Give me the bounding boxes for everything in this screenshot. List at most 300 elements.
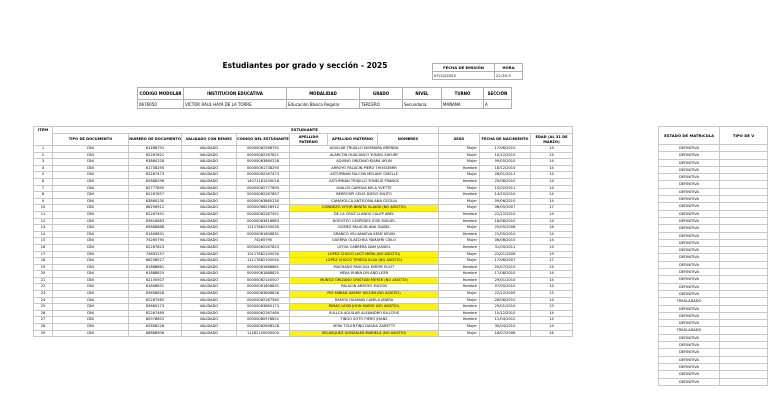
estado-cell: DEFINITIVA	[659, 159, 720, 166]
cell-nombre: GUERRA OLAECHEA YAMAYRI CIELO	[290, 238, 439, 245]
cell-fecha: 11/04/2010	[480, 317, 531, 324]
table-row	[34, 211, 573, 218]
tipo-v-cell	[720, 305, 768, 312]
cell-fecha: 06/05/2007	[480, 205, 531, 212]
cell-item: 20	[34, 271, 53, 278]
tipo-v-cell	[720, 152, 768, 159]
num-doc-header: NÚMERO DE DOCUMENTO	[129, 134, 182, 146]
enrollment-row	[659, 261, 768, 268]
cell-val: VALIDADO	[182, 271, 237, 278]
estado-cell: DEFINITIVA	[659, 188, 720, 195]
table-row	[34, 172, 573, 179]
cell-item: 14	[34, 231, 53, 238]
cell-num: 63616683	[129, 218, 182, 225]
cell-edad: 14	[531, 172, 573, 179]
cell-tipo: DNI	[53, 146, 129, 153]
tipo-v-cell	[720, 349, 768, 356]
class-info-table	[137, 87, 512, 109]
estado-cell: DEFINITIVA	[659, 239, 720, 246]
cell-cod: 00000062267565	[237, 297, 290, 304]
estado-cell: TRASLADADO	[659, 298, 720, 305]
cell-edad: 14	[531, 159, 573, 166]
cell-sexo: Mujer	[439, 258, 480, 265]
cell-edad: 14	[531, 185, 573, 192]
cell-nombre: VELASQUEZ GONZALES MARIELA (NO ASISTIO)	[290, 330, 439, 337]
cell-val: VALIDADO	[182, 165, 237, 172]
cell-nombre: DE LA CRUZ LLANOS CALEP ABEL	[290, 211, 439, 218]
cell-fecha: 21/05/2010	[480, 231, 531, 238]
cell-nombre: DOROTEO CESPEDES JOSE MIGUEL	[290, 218, 439, 225]
cell-edad: 16	[531, 330, 573, 337]
tipo-v-cell	[720, 232, 768, 239]
cell-sexo: Mujer	[439, 238, 480, 245]
info-value-5: MAÑANA	[442, 100, 484, 109]
info-header-5: TURNO	[442, 88, 484, 100]
tipo-v-cell	[720, 290, 768, 297]
cell-fecha: 14/10/2010	[480, 192, 531, 199]
enrollment-row	[659, 305, 768, 312]
cell-num: 61738290	[129, 165, 182, 172]
cell-cod: 00000063860173	[237, 304, 290, 311]
cell-val: VALIDADO	[182, 264, 237, 271]
cell-num: 63860228	[129, 159, 182, 166]
cell-fecha: 29/01/2010	[480, 277, 531, 284]
cell-num: 65888888	[129, 225, 182, 232]
tipo-v-cell	[720, 269, 768, 276]
tipo-v-cell	[720, 159, 768, 166]
cell-item: 25	[34, 304, 53, 311]
cell-sexo: Mujer	[439, 330, 480, 337]
estado-cell: DEFINITIVA	[659, 320, 720, 327]
table-row	[34, 165, 573, 172]
cell-item: 16	[34, 244, 53, 251]
cell-cod: 11282100090000	[237, 330, 290, 337]
cell-cod: 00000063860228	[237, 159, 290, 166]
cell-fecha: 07/05/2010	[480, 284, 531, 291]
cell-fecha: 28/08/2010	[480, 297, 531, 304]
estado-cell: DEFINITIVA	[659, 174, 720, 181]
cell-sexo: Mujer	[439, 297, 480, 304]
table-row	[34, 324, 573, 331]
cell-item: 26	[34, 310, 53, 317]
enrollment-row	[659, 217, 768, 224]
cell-num: 63860230	[129, 198, 182, 205]
emission-time: 22:35:3	[495, 72, 523, 80]
cell-num: 62888296	[129, 178, 182, 185]
cell-num: 74892257	[129, 251, 182, 258]
cell-cod: 00000062777895	[237, 185, 290, 192]
cell-val: VALIDADO	[182, 258, 237, 265]
cell-edad: 17	[531, 205, 573, 212]
cell-val: VALIDADO	[182, 152, 237, 159]
cell-edad: 14	[531, 146, 573, 153]
cell-num: 62267491	[129, 211, 182, 218]
cell-nombre: SULLCA AGUILAR ALEJANDRO BILLCRIS	[290, 310, 439, 317]
info-header-4: NIVEL	[403, 88, 442, 100]
enrollment-row	[659, 371, 768, 378]
cell-nombre: CAMAYOLCA ANTICONA ANA CECILIA	[290, 198, 439, 205]
info-header-3: GRADO	[360, 88, 403, 100]
tipo-v-cell	[720, 312, 768, 319]
cell-val: VALIDADO	[182, 297, 237, 304]
cell-item: 5	[34, 172, 53, 179]
cell-edad: 16	[531, 225, 573, 232]
cell-nombre: LOPEZ CHUCO LUCY MIRIA (NO ASISTIO)	[290, 251, 439, 258]
estado-cell: DEFINITIVA	[659, 232, 720, 239]
cell-item: 12	[34, 218, 53, 225]
cell-nombre: PIO FABIAN AXEMY YACUMI (NO ASISTIO)	[290, 291, 439, 298]
enrollment-row	[659, 298, 768, 305]
cell-sexo: Mujer	[439, 198, 480, 205]
table-row	[34, 159, 573, 166]
table-row	[34, 185, 573, 192]
cell-fecha: 17/06/2007	[480, 258, 531, 265]
enrollment-row	[659, 334, 768, 341]
cell-item: 3	[34, 159, 53, 166]
cell-num: 63860173	[129, 304, 182, 311]
cell-sexo: Mujer	[439, 152, 480, 159]
cell-val: VALIDADO	[182, 277, 237, 284]
cell-val: VALIDADO	[182, 159, 237, 166]
cell-sexo: Hombre	[439, 277, 480, 284]
cell-nombre: AGUILAR TRUJILLO NOEMARA BRENDA	[290, 146, 439, 153]
table-row	[34, 192, 573, 199]
info-header-2: MODALIDAD	[287, 88, 360, 100]
table-row	[34, 277, 573, 284]
cell-cod: 00000080978852	[237, 317, 290, 324]
nombres-header: NOMBRES	[378, 134, 439, 146]
cell-edad: 14	[531, 211, 573, 218]
cell-item: 29	[34, 330, 53, 337]
cell-cod: 00000066256912	[237, 205, 290, 212]
cell-fecha: 22/12/2010	[480, 211, 531, 218]
info-header-0: CÓDIGO MODULAR	[138, 88, 184, 100]
cell-tipo: DNI	[53, 152, 129, 159]
cell-fecha: 17/08/2010	[480, 271, 531, 278]
estado-cell: DEFINITIVA	[659, 349, 720, 356]
cell-nombre: RIMAC LEON JHON MARIO (NO ASISTIO)	[290, 304, 439, 311]
cell-cod: 00000062267857	[237, 192, 290, 199]
enrollment-row	[659, 152, 768, 159]
estado-cell: DEFINITIVA	[659, 305, 720, 312]
table-row	[34, 238, 573, 245]
cell-edad: 14	[531, 218, 573, 225]
edad-header: EDAD (AL 31 DE MARZO)	[531, 134, 573, 146]
estado-matricula-header: ESTADO DE MATRICULA	[659, 127, 720, 145]
enrollment-row	[659, 320, 768, 327]
codigo-header: CÓDIGO DEL ESTUDIANTE	[237, 134, 290, 146]
fecha-header: FECHA DE NACIMIENTO	[480, 134, 531, 146]
cell-cod: 14071181200018	[237, 178, 290, 185]
enrollment-row	[659, 327, 768, 334]
cell-edad: 14	[531, 192, 573, 199]
cell-fecha: 10/12/2010	[480, 152, 531, 159]
enrollment-row	[659, 210, 768, 217]
enrollment-row	[659, 232, 768, 239]
cell-item: 24	[34, 297, 53, 304]
enrollment-row	[659, 290, 768, 297]
cell-nombre: ARROYO PALACIN PIERO THOSSEMIR	[290, 165, 439, 172]
tipo-v-cell	[720, 298, 768, 305]
cell-num: 68888906	[129, 330, 182, 337]
enrollment-row	[659, 269, 768, 276]
cell-nombre: MUÑOZ ORIZANO CRISTIAN MEYER (NO ASISTIO)	[290, 277, 439, 284]
table-row	[34, 304, 573, 311]
table-row	[34, 317, 573, 324]
enrollment-row	[659, 378, 768, 385]
cell-item: 10	[34, 205, 53, 212]
cell-tipo: DNI	[53, 244, 129, 251]
estado-cell: DEFINITIVA	[659, 312, 720, 319]
cell-fecha: 29/01/2010	[480, 304, 531, 311]
cell-item: 17	[34, 251, 53, 258]
cell-val: VALIDADO	[182, 198, 237, 205]
cell-cod: 00000061738290	[237, 165, 290, 172]
cell-cod: 11117882100040	[237, 258, 290, 265]
cell-num: 62267821	[129, 152, 182, 159]
estado-cell: DEFINITIVA	[659, 334, 720, 341]
cell-item: 6	[34, 178, 53, 185]
cell-tipo: DNI	[53, 258, 129, 265]
cell-nombre: TINGO SOTO PIERO JHANS	[290, 317, 439, 324]
cell-fecha: 18/08/2010	[480, 218, 531, 225]
cell-item: 2	[34, 152, 53, 159]
cell-nombre: ASTUPIÑAN FALCON MELANY GISELLE	[290, 172, 439, 179]
enrollment-row	[659, 276, 768, 283]
cell-tipo: DNI	[53, 310, 129, 317]
cell-sexo: Mujer	[439, 324, 480, 331]
cell-val: VALIDADO	[182, 225, 237, 232]
cell-cod: 00000062898228	[237, 324, 290, 331]
cell-nombre: CONDEZO VITOR BENITA GLADIS (NO ASISTIO)	[290, 205, 439, 212]
apellido-materno-header: APELLIDO MATERNO	[328, 134, 378, 146]
enrollment-row	[659, 225, 768, 232]
cell-edad: 14	[531, 152, 573, 159]
info-value-6: A	[484, 100, 512, 109]
cell-cod: 00000061606831	[237, 231, 290, 238]
tipo-doc-header: TIPO DE DOCUMENTO	[53, 134, 129, 146]
cell-edad: 14	[531, 231, 573, 238]
table-row	[34, 284, 573, 291]
cell-tipo: DNI	[53, 238, 129, 245]
info-value-0: 0676050	[138, 100, 184, 109]
cell-item: 28	[34, 324, 53, 331]
cell-nombre: GOMEZ PALACIN ANA ISABEL	[290, 225, 439, 232]
estado-cell: TRASLADADO	[659, 327, 720, 334]
enrollment-table	[658, 126, 768, 386]
estado-cell: DEFINITIVA	[659, 276, 720, 283]
cell-item: 8	[34, 192, 53, 199]
cell-tipo: DNI	[53, 185, 129, 192]
cell-val: VALIDADO	[182, 205, 237, 212]
cell-nombre: AVALOS CARHUA KELA YVETTE	[290, 185, 439, 192]
cell-cod: 00000062267491	[237, 211, 290, 218]
estado-cell: DEFINITIVA	[659, 225, 720, 232]
cell-cod: 00000062267473	[237, 172, 290, 179]
cell-item: 1	[34, 146, 53, 153]
emission-time-label: HORA	[495, 64, 523, 72]
cell-fecha: 25/05/2008	[480, 225, 531, 232]
table-row	[34, 244, 573, 251]
cell-fecha: 15/02/2011	[480, 185, 531, 192]
cell-val: VALIDADO	[182, 244, 237, 251]
cell-tipo: DNI	[53, 192, 129, 199]
cell-tipo: DNI	[53, 284, 129, 291]
cell-edad: 17	[531, 258, 573, 265]
enrollment-row	[659, 239, 768, 246]
enrollment-row	[659, 188, 768, 195]
enrollment-row	[659, 166, 768, 173]
reniec-header: VALIDADO CON RENIEC	[182, 134, 237, 146]
cell-item: 27	[34, 317, 53, 324]
cell-sexo: Hombre	[439, 264, 480, 271]
table-row	[34, 251, 573, 258]
cell-val: VALIDADO	[182, 178, 237, 185]
cell-num: 74265790	[129, 238, 182, 245]
cell-num: 62267823	[129, 244, 182, 251]
cell-fecha: 10/12/2010	[480, 310, 531, 317]
cell-num: 61888825	[129, 271, 182, 278]
cell-val: VALIDADO	[182, 324, 237, 331]
enrollment-row	[659, 174, 768, 181]
enrollment-row	[659, 145, 768, 152]
tipo-v-cell	[720, 188, 768, 195]
cell-num: 61606831	[129, 284, 182, 291]
info-value-4: Secundaria	[403, 100, 442, 109]
cell-val: VALIDADO	[182, 330, 237, 337]
tipo-v-cell	[720, 276, 768, 283]
tipo-v-cell	[720, 181, 768, 188]
cell-edad: 14	[531, 317, 573, 324]
tipo-v-cell	[720, 247, 768, 254]
cell-nombre: LEYVA CABRERA DAM JASSIEL	[290, 244, 439, 251]
tipo-v-cell	[720, 342, 768, 349]
cell-num: 62150507	[129, 277, 182, 284]
enrollment-row	[659, 254, 768, 261]
cell-num: 66258527	[129, 258, 182, 265]
tipo-v-cell	[720, 320, 768, 327]
cell-cod: 00000062267821	[237, 152, 290, 159]
cell-fecha: 20/07/2010	[480, 264, 531, 271]
report-title: Estudiantes por grado y sección - 2025	[222, 61, 388, 70]
cell-cod: 00000061888825	[237, 271, 290, 278]
cell-item: 11	[34, 211, 53, 218]
cell-cod: 00000063616683	[237, 218, 290, 225]
tipo-v-cell	[720, 145, 768, 152]
enrollment-row	[659, 159, 768, 166]
estado-cell: DEFINITIVA	[659, 145, 720, 152]
cell-val: VALIDADO	[182, 284, 237, 291]
cell-num: 63608828	[129, 291, 182, 298]
cell-tipo: DNI	[53, 159, 129, 166]
cell-item: 19	[34, 264, 53, 271]
cell-nombre: MACHADO PASCUAL EMERY ELIOT	[290, 264, 439, 271]
cell-num: 62267565	[129, 297, 182, 304]
cell-val: VALIDADO	[182, 231, 237, 238]
tipo-v-cell	[720, 239, 768, 246]
cell-item: 9	[34, 198, 53, 205]
cell-cod: 00000062150507	[237, 277, 290, 284]
estado-cell: DEFINITIVA	[659, 342, 720, 349]
enrollment-row	[659, 356, 768, 363]
cell-sexo: Hombre	[439, 165, 480, 172]
cell-cod: 00000062267489	[237, 310, 290, 317]
cell-tipo: DNI	[53, 205, 129, 212]
estado-cell: DEFINITIVA	[659, 261, 720, 268]
cell-nombre: BERROSPI CELIS DIEGO MILITO	[290, 192, 439, 199]
cell-nombre: PALACIN ARROYO MILTON	[290, 284, 439, 291]
cell-nombre: ALARCON HUACANCO YUNDU SAYURY	[290, 152, 439, 159]
cell-num: 62898228	[129, 324, 182, 331]
cell-sexo: Hombre	[439, 284, 480, 291]
tipo-v-cell	[720, 378, 768, 385]
cell-val: VALIDADO	[182, 192, 237, 199]
tipo-v-cell	[720, 371, 768, 378]
table-row	[34, 218, 573, 225]
table-row	[34, 198, 573, 205]
cell-edad: 14	[531, 284, 573, 291]
cell-item: 22	[34, 284, 53, 291]
cell-tipo: DNI	[53, 277, 129, 284]
cell-sexo: Mujer	[439, 291, 480, 298]
cell-fecha: 30/04/2010	[480, 324, 531, 331]
cell-sexo: Mujer	[439, 146, 480, 153]
cell-fecha: 18/12/2010	[480, 165, 531, 172]
cell-nombre: VERA TOLENTINO DASHA ZARETTY	[290, 324, 439, 331]
tipo-v-cell	[720, 225, 768, 232]
cell-item: 18	[34, 258, 53, 265]
cell-nombre: MEJIA RUBIN DYLAND LEER	[290, 271, 439, 278]
cell-fecha: 31/05/2011	[480, 244, 531, 251]
table-row	[34, 205, 573, 212]
students-table	[33, 126, 573, 337]
cell-tipo: DNI	[53, 231, 129, 238]
cell-tipo: DNI	[53, 218, 129, 225]
table-row	[34, 264, 573, 271]
cell-cod: 00000062267823	[237, 244, 290, 251]
table-row	[34, 146, 573, 153]
emission-date-label: FECHA DE EMISIÓN	[433, 64, 495, 72]
table-row	[34, 225, 573, 232]
cell-fecha: 17/06/2010	[480, 146, 531, 153]
cell-tipo: DNI	[53, 225, 129, 232]
estado-cell: DEFINITIVA	[659, 196, 720, 203]
cell-fecha: 06/08/2010	[480, 238, 531, 245]
cell-num: 66256912	[129, 205, 182, 212]
table-row	[34, 330, 573, 337]
cell-edad: 14	[531, 244, 573, 251]
cell-cod: 00000063860230	[237, 198, 290, 205]
estado-cell: DEFINITIVA	[659, 254, 720, 261]
tipo-v-cell	[720, 210, 768, 217]
table-row	[34, 258, 573, 265]
cell-tipo: DNI	[53, 172, 129, 179]
cell-sexo: Mujer	[439, 251, 480, 258]
enrollment-row	[659, 203, 768, 210]
tipo-v-cell	[720, 203, 768, 210]
estado-cell: DEFINITIVA	[659, 247, 720, 254]
enrollment-row	[659, 342, 768, 349]
tipo-v-cell	[720, 283, 768, 290]
cell-val: VALIDADO	[182, 310, 237, 317]
cell-sexo: Mujer	[439, 172, 480, 179]
cell-sexo: Hombre	[439, 211, 480, 218]
tipo-v-cell	[720, 166, 768, 173]
estado-cell: DEFINITIVA	[659, 378, 720, 385]
info-value-2: Educación Básica Regular	[287, 100, 360, 109]
estado-cell: DEFINITIVA	[659, 269, 720, 276]
enrollment-row	[659, 363, 768, 370]
